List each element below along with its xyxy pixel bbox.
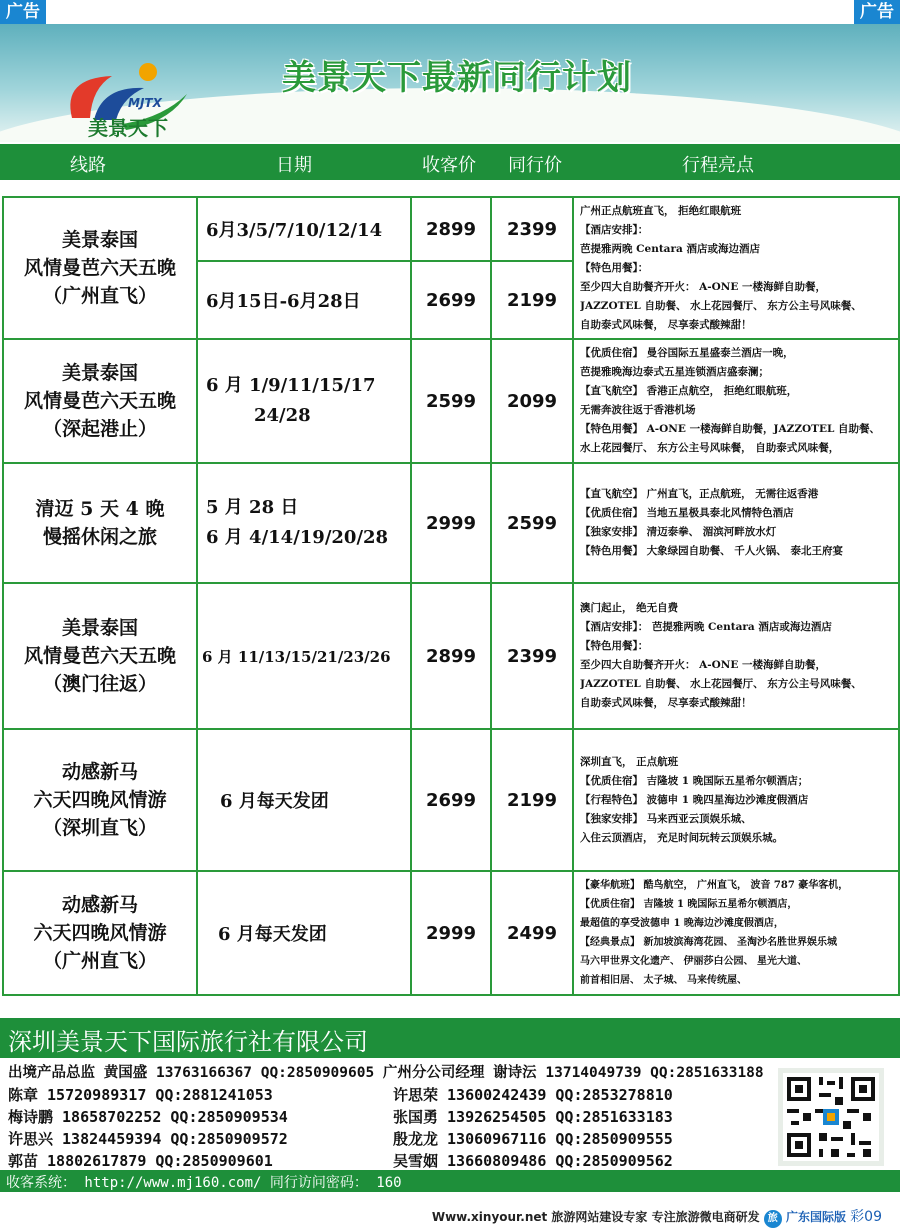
route-date: 6 月 1/9/11/15/17 24/28	[197, 339, 411, 463]
route-peer-price: 2099	[491, 339, 573, 463]
route-price: 2899	[411, 197, 491, 261]
route-price: 2699	[411, 261, 491, 339]
col-route: 线路	[70, 155, 106, 176]
ad-label-right: 广告	[854, 0, 900, 24]
col-date: 日期	[276, 155, 312, 176]
table-row	[3, 583, 899, 729]
route-price: 2699	[411, 729, 491, 871]
route-date: 6月15日-6月28日	[197, 261, 411, 339]
logo-text: 美景天下	[88, 116, 168, 140]
route-date: 6月3/5/7/10/12/14	[197, 197, 411, 261]
contact-row	[8, 1128, 778, 1150]
route-peer-price: 2199	[491, 261, 573, 339]
route-date: 6 月每天发团	[197, 729, 411, 871]
route-peer-price: 2599	[491, 463, 573, 583]
contact-row	[8, 1150, 778, 1172]
route-name: 美景泰国 风情曼芭六天五晚 （澳门往返）	[3, 583, 197, 729]
page-footer	[432, 1206, 882, 1228]
route-highlights: 深圳直飞， 正点航班 【优质住宿】 吉隆坡 1 晚国际五星希尔顿酒店； 【行程特色】 波德申 1 晚四星海边沙滩度假酒店 【独家安排】 马来西亚云顶娱乐城、 入住云顶酒店， 充足时间玩转云顶娱乐城。	[573, 729, 899, 871]
route-price: 2599	[411, 339, 491, 463]
route-highlights: 【优质住宿】 曼谷国际五星盛泰兰酒店一晚， 芭提雅晚海边泰式五星连锁酒店盛泰澜； 【直飞航空】 香港正点航空， 拒绝红眼航班， 无需奔波往返于香港机场 【特色用餐】 A-ONE 一楼海鲜自助餐，JAZZOTEL 自助餐、 水上花园餐厅、 东方公主号风味餐， 自助泰式风味餐，	[573, 339, 899, 463]
footer-brand: 广东国际版	[785, 1210, 846, 1224]
contact-list	[8, 1062, 778, 1172]
route-peer-price: 2399	[491, 583, 573, 729]
table-row	[3, 871, 899, 995]
route-name: 美景泰国 风情曼芭六天五晚 （深起港止）	[3, 339, 197, 463]
contact-entry: 郭苗 18802617879 QQ:2850909601	[8, 1152, 273, 1170]
col-peer-price: 同行价	[508, 155, 562, 176]
route-date: 6 月 11/13/15/21/23/26	[197, 583, 411, 729]
route-date: 5 月 28 日 6 月 4/14/19/20/28	[197, 463, 411, 583]
contact-row	[8, 1106, 778, 1128]
contact-row	[8, 1084, 778, 1106]
route-highlights: 【直飞航空】 广州直飞，正点航班， 无需往返香港 【优质住宿】 当地五星极具泰北风情特色酒店 【独家安排】 清迈泰拳、 湄滨河畔放水灯 【特色用餐】 大象绿园自助餐、 千人火锅、 泰北王府宴	[573, 463, 899, 583]
ad-label-left: 广告	[0, 0, 46, 24]
contact-entry: 梅诗鹏 18658702252 QQ:2850909534	[8, 1108, 288, 1126]
route-price: 2899	[411, 583, 491, 729]
route-peer-price: 2499	[491, 871, 573, 995]
page-title: 美景天下最新同行计划	[282, 58, 632, 98]
booking-system-line: 收客系统： http://www.mj160.com/ 同行访问密码： 160	[0, 1170, 900, 1192]
contact-lead: 出境产品总监 黄国盛 13763166367 QQ:2850909605 广州分公司经理 谢诗沄 13714049739 QQ:2851633188	[8, 1065, 764, 1081]
table-row	[3, 339, 899, 463]
route-peer-price: 2199	[491, 729, 573, 871]
table-row	[3, 729, 899, 871]
contact-entry: 张国勇 13926254505 QQ:2851633183	[393, 1108, 673, 1126]
route-name: 美景泰国 风情曼芭六天五晚 （广州直飞）	[3, 197, 197, 339]
route-date: 6 月每天发团	[197, 871, 411, 995]
col-price: 收客价	[422, 155, 476, 176]
column-header	[0, 144, 900, 180]
contact-entry: 吴雪姻 13660809486 QQ:2850909562	[393, 1152, 673, 1170]
footer-badge-icon: 旅	[764, 1210, 782, 1228]
route-name: 清迈 5 天 4 晚 慢摇休闲之旅	[3, 463, 197, 583]
route-name: 动感新马 六天四晚风情游 （广州直飞）	[3, 871, 197, 995]
footer-site: Www.xinyour.net 旅游网站建设专家 专注旅游微电商研发	[431, 1210, 760, 1224]
contact-entry: 殷龙龙 13060967116 QQ:2850909555	[393, 1130, 673, 1148]
table-row	[3, 197, 899, 261]
contact-entry: 许思兴 13824459394 QQ:2850909572	[8, 1130, 288, 1148]
route-highlights: 【豪华航班】 酷鸟航空， 广州直飞， 波音 787 豪华客机， 【优质住宿】 吉隆坡 1 晚国际五星希尔顿酒店， 最超值的享受波德申 1 晚海边沙滩度假酒店， 【经典景点】 新加坡滨海湾花园、 圣淘沙名胜世界娱乐城 马六甲世界文化遗产、 伊丽莎白公园、 星光大道、 前首相旧居、 太子城、 马来传统屋、	[573, 871, 899, 995]
route-price: 2999	[411, 463, 491, 583]
route-price: 2999	[411, 871, 491, 995]
route-peer-price: 2399	[491, 197, 573, 261]
header-banner	[0, 24, 900, 142]
table-row	[3, 463, 899, 583]
company-name: 深圳美景天下国际旅行社有限公司	[0, 1018, 900, 1058]
route-highlights: 广州正点航班直飞， 拒绝红眼航班 【酒店安排】： 芭提雅两晚 Centara 酒店或海边酒店 【特色用餐】： 至少四大自助餐齐开火： A-ONE 一楼海鲜自助餐， JAZZOTEL 自助餐、 水上花园餐厅、 东方公主号风味餐、 自助泰式风味餐， 尽享泰式酸辣甜！	[573, 197, 899, 339]
route-highlights: 澳门起止， 绝无自费 【酒店安排】： 芭提雅两晚 Centara 酒店或海边酒店 【特色用餐】： 至少四大自助餐齐开火： A-ONE 一楼海鲜自助餐， JAZZOTEL 自助餐、 水上花园餐厅、 东方公主号风味餐、 自助泰式风味餐， 尽享泰式酸辣甜！	[573, 583, 899, 729]
route-name: 动感新马 六天四晚风情游 （深圳直飞）	[3, 729, 197, 871]
col-highlights: 行程亮点	[682, 155, 754, 176]
contact-entry: 陈章 15720989317 QQ:2881241053	[8, 1086, 273, 1104]
page-number: 彩09	[850, 1209, 882, 1225]
contact-entry: 许思荣 13600242439 QQ:2853278810	[393, 1086, 673, 1104]
qr-code-icon	[778, 1068, 884, 1166]
logo-abbr: MJTX	[128, 96, 162, 110]
routes-table	[2, 196, 900, 996]
